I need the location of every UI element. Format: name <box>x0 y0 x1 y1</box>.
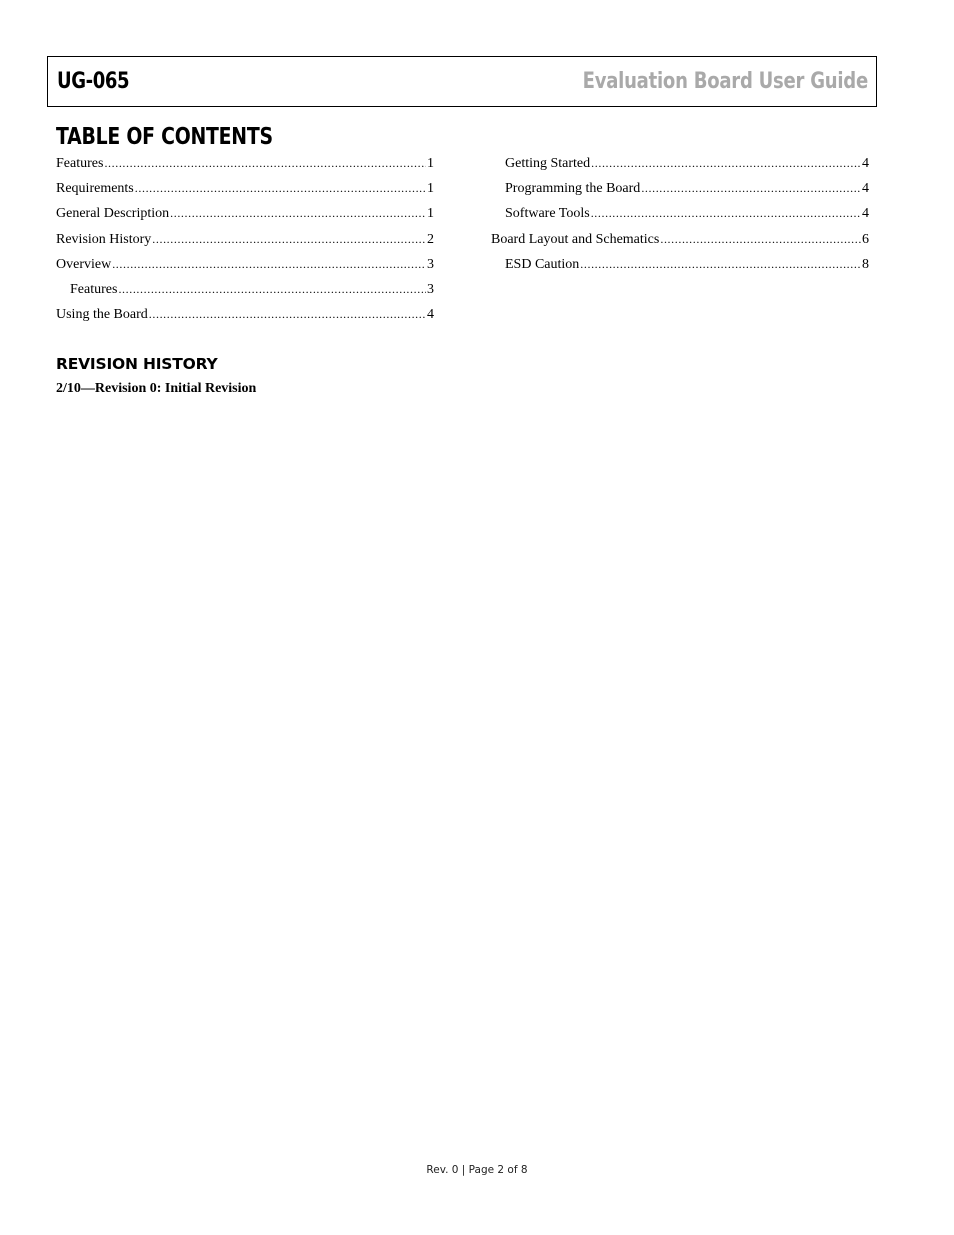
toc-entry[interactable] <box>56 227 434 252</box>
toc-entry-label: Requirements <box>56 181 134 197</box>
toc-dot-leader <box>580 252 861 277</box>
toc-entry-page: 2 <box>427 231 434 247</box>
toc-entry-page: 1 <box>427 206 434 222</box>
toc-entry-label: ESD Caution <box>505 256 580 272</box>
toc-entry-label: Revision History <box>56 231 152 247</box>
document-title: Evaluation Board User Guide <box>582 69 868 94</box>
toc-entry-page: 4 <box>862 156 869 171</box>
toc-column-right <box>491 151 869 277</box>
toc-entry-page: 3 <box>427 281 434 297</box>
toc-entry-page: 1 <box>427 181 434 197</box>
toc-entry-label: Programming the Board <box>505 181 641 197</box>
toc-heading: TABLE OF CONTENTS <box>56 124 273 150</box>
toc-dot-leader <box>118 277 426 302</box>
revision-entry: 2/10—Revision 0: Initial Revision <box>56 381 257 396</box>
toc-entry-label: Board Layout and Schematics <box>491 231 660 247</box>
toc-dot-leader <box>591 151 861 176</box>
toc-dot-leader <box>152 227 426 252</box>
page-header <box>47 56 877 107</box>
toc-entry-label: Software Tools <box>505 206 590 222</box>
toc-entry-page: 1 <box>427 156 434 171</box>
toc-column-left <box>56 151 434 327</box>
toc-entry[interactable] <box>491 151 869 176</box>
toc-entry[interactable] <box>491 201 869 226</box>
toc-entry-label: Features <box>56 156 104 171</box>
toc-entry-label: Overview <box>56 256 112 272</box>
toc-entry-page: 8 <box>862 256 869 272</box>
toc-dot-leader <box>591 201 861 226</box>
toc-entry[interactable] <box>56 201 434 226</box>
toc-entry-page: 3 <box>427 256 434 272</box>
toc-entry[interactable] <box>491 227 869 252</box>
toc-entry-page: 4 <box>862 206 869 222</box>
revision-history-heading: REVISION HISTORY <box>56 355 218 373</box>
toc-entry-label: Using the Board <box>56 307 148 323</box>
toc-entry-page: 4 <box>427 307 434 323</box>
toc-dot-leader <box>660 227 861 252</box>
toc-dot-leader <box>641 176 861 201</box>
toc-entry[interactable] <box>56 302 434 327</box>
toc-entry-label: Getting Started <box>505 156 591 171</box>
toc-entry[interactable] <box>56 277 434 302</box>
toc-dot-leader <box>135 176 426 201</box>
toc-entry-label: General Description <box>56 206 170 222</box>
toc-dot-leader <box>149 302 426 327</box>
toc-entry-label: Features <box>70 281 118 297</box>
toc-dot-leader <box>112 252 426 277</box>
toc-entry[interactable] <box>491 176 869 201</box>
toc-entry-page: 6 <box>862 231 869 247</box>
toc-entry-page: 4 <box>862 181 869 197</box>
toc-entry[interactable] <box>56 176 434 201</box>
toc-dot-leader <box>170 201 426 226</box>
toc-entry[interactable] <box>56 252 434 277</box>
document-id: UG-065 <box>57 69 130 94</box>
toc-entry[interactable] <box>56 151 434 176</box>
toc-entry[interactable] <box>491 252 869 277</box>
page-footer: Rev. 0 | Page 2 of 8 <box>426 1164 528 1176</box>
toc-dot-leader <box>104 151 426 176</box>
